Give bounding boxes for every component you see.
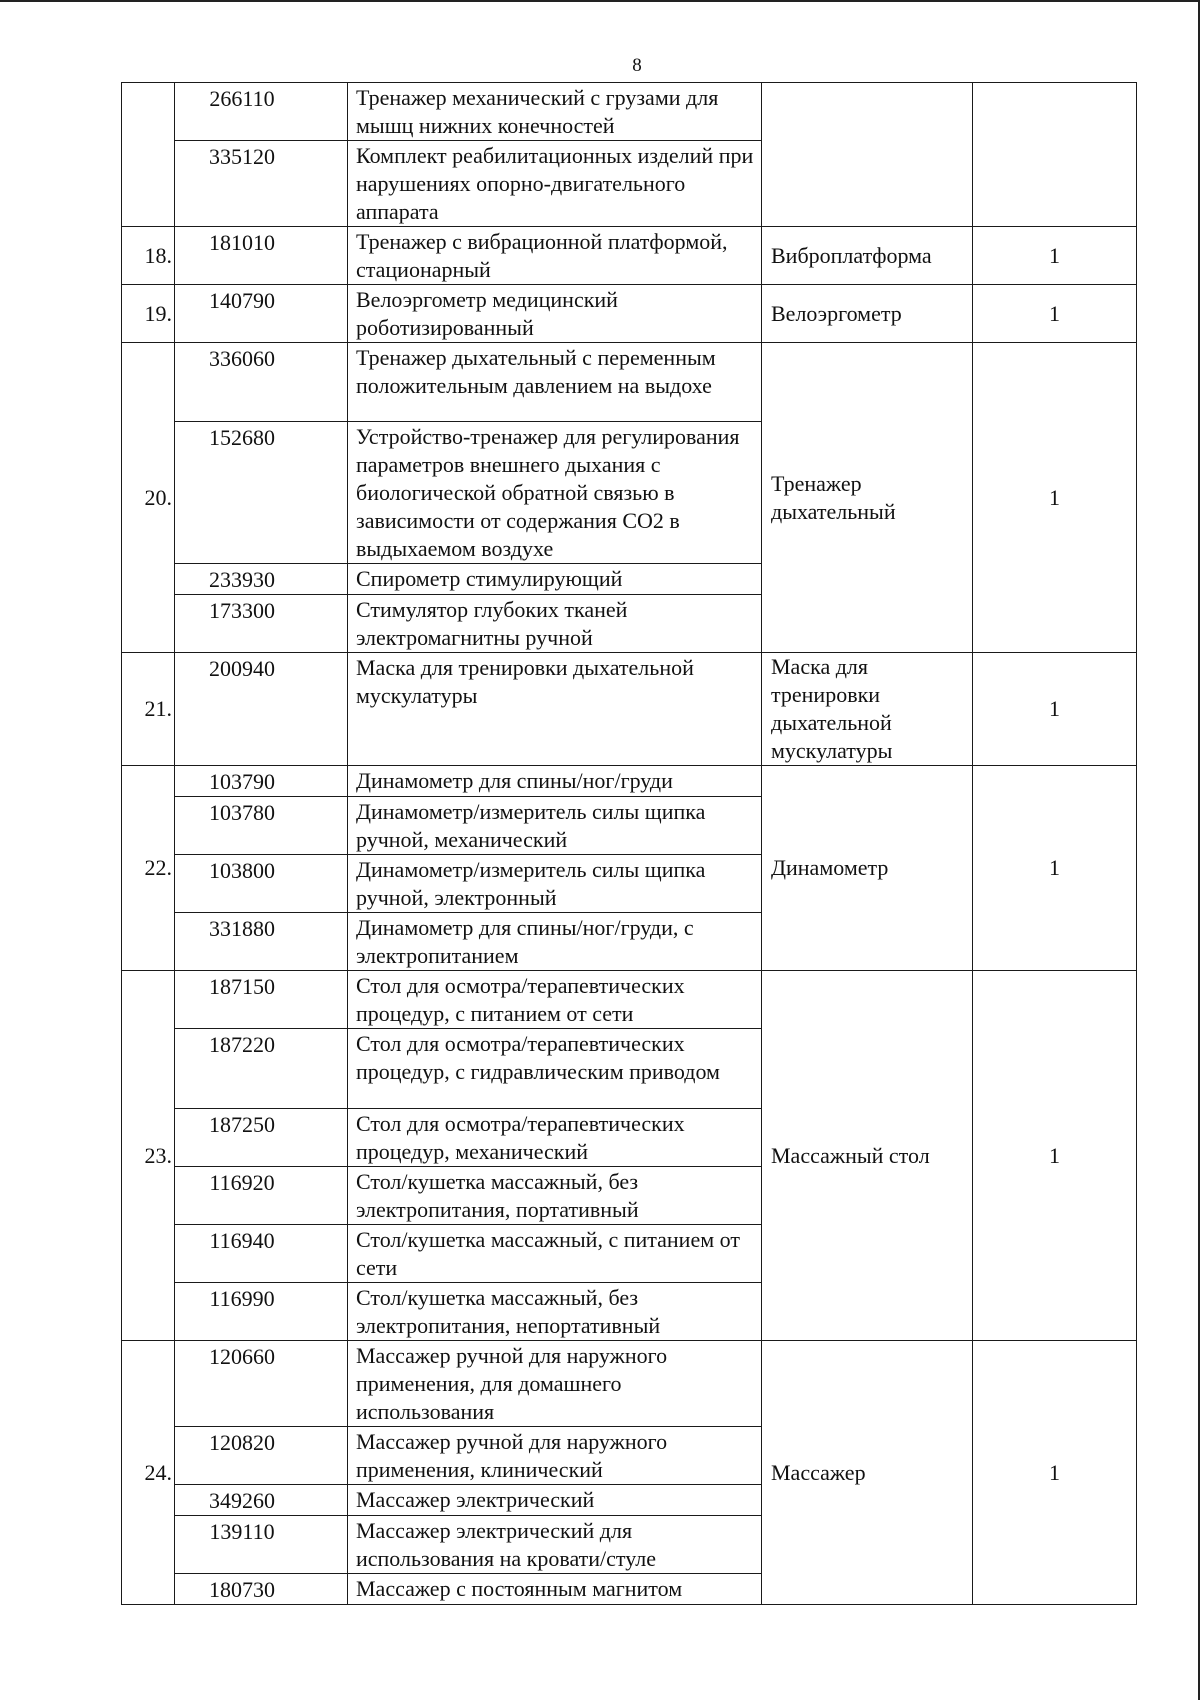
item-name: Стол для осмотра/терапевтических процедур, механический [348,1109,762,1167]
table-row [122,971,1137,1029]
item-name: Тренажер с вибрационной платформой, стационарный [348,227,762,285]
row-number: 18. [122,227,175,285]
item-code: 120660 [175,1341,348,1427]
item-code: 335120 [175,141,348,227]
row-number: 19. [122,285,175,343]
item-name: Устройство-тренажер для регулирования параметров внешнего дыхания с биологической обратной связью в зависимости от содержания СО2 в выдыхаемом воздухе [348,422,762,564]
item-code: 336060 [175,343,348,422]
item-code: 180730 [175,1574,348,1605]
item-name: Массажер ручной для наружного применения, клинический [348,1427,762,1485]
row-number [122,83,175,227]
page-number: 8 [632,55,642,76]
table-row [122,1341,1137,1427]
item-name: Велоэргометр медицинский роботизированный [348,285,762,343]
item-code: 140790 [175,285,348,343]
item-name: Спирометр стимулирующий [348,564,762,595]
quantity: 1 [973,766,1137,971]
item-name: Массажер с постоянным магнитом [348,1574,762,1605]
item-code: 116920 [175,1167,348,1225]
item-code: 103800 [175,855,348,913]
row-number: 20. [122,343,175,653]
item-code: 181010 [175,227,348,285]
table-row [122,766,1137,797]
scan-edge-top [0,0,1200,2]
item-code: 331880 [175,913,348,971]
table-row [122,285,1137,343]
item-name: Комплект реабилитационных изделий при нарушениях опорно-двигательного аппарата [348,141,762,227]
equipment-group: Маска для тренировки дыхательной мускулатуры [762,653,973,766]
item-code: 139110 [175,1516,348,1574]
item-name: Стол для осмотра/терапевтических процедур, с питанием от сети [348,971,762,1029]
row-number: 23. [122,971,175,1341]
item-name: Маска для тренировки дыхательной мускулатуры [348,653,762,766]
item-code: 120820 [175,1427,348,1485]
equipment-group: Виброплатформа [762,227,973,285]
quantity: 1 [973,1341,1137,1605]
item-name: Стол/кушетка массажный, без электропитания, непортативный [348,1283,762,1341]
item-name: Стимулятор глубоких тканей электромагнитны ручной [348,595,762,653]
item-code: 103780 [175,797,348,855]
equipment-group: Велоэргометр [762,285,973,343]
item-name: Динамометр для спины/ног/груди [348,766,762,797]
row-number: 24. [122,1341,175,1605]
table-row [122,343,1137,422]
item-name: Стол для осмотра/терапевтических процедур, с гидравлическим приводом [348,1029,762,1109]
quantity: 1 [973,285,1137,343]
item-code: 173300 [175,595,348,653]
quantity: 1 [973,971,1137,1341]
item-code: 116940 [175,1225,348,1283]
row-number: 22. [122,766,175,971]
item-name: Массажер электрический [348,1485,762,1516]
item-code: 266110 [175,83,348,141]
item-name: Массажер ручной для наружного применения, для домашнего использования [348,1341,762,1427]
item-name: Тренажер механический с грузами для мышц нижних конечностей [348,83,762,141]
item-code: 116990 [175,1283,348,1341]
item-code: 200940 [175,653,348,766]
item-code: 187220 [175,1029,348,1109]
row-number: 21. [122,653,175,766]
equipment-group: Тренажер дыхательный [762,343,973,653]
item-code: 233930 [175,564,348,595]
equipment-group [762,83,973,227]
item-name: Тренажер дыхательный с переменным положительным давлением на выдохе [348,343,762,422]
table-row [122,83,1137,141]
equipment-group: Динамометр [762,766,973,971]
equipment-table [121,82,1137,1605]
quantity: 1 [973,343,1137,653]
item-name: Массажер электрический для использования на кровати/стуле [348,1516,762,1574]
item-name: Динамометр/измеритель силы щипка ручной, механический [348,797,762,855]
equipment-group: Массажный стол [762,971,973,1341]
quantity: 1 [973,653,1137,766]
quantity: 1 [973,227,1137,285]
item-code: 152680 [175,422,348,564]
quantity [973,83,1137,227]
item-code: 187150 [175,971,348,1029]
item-code: 349260 [175,1485,348,1516]
item-code: 187250 [175,1109,348,1167]
table-row [122,227,1137,285]
item-code: 103790 [175,766,348,797]
item-name: Стол/кушетка массажный, без электропитания, портативный [348,1167,762,1225]
equipment-group: Массажер [762,1341,973,1605]
item-name: Динамометр/измеритель силы щипка ручной, электронный [348,855,762,913]
table-row [122,653,1137,766]
item-name: Стол/кушетка массажный, с питанием от сети [348,1225,762,1283]
item-name: Динамометр для спины/ног/груди, с электропитанием [348,913,762,971]
